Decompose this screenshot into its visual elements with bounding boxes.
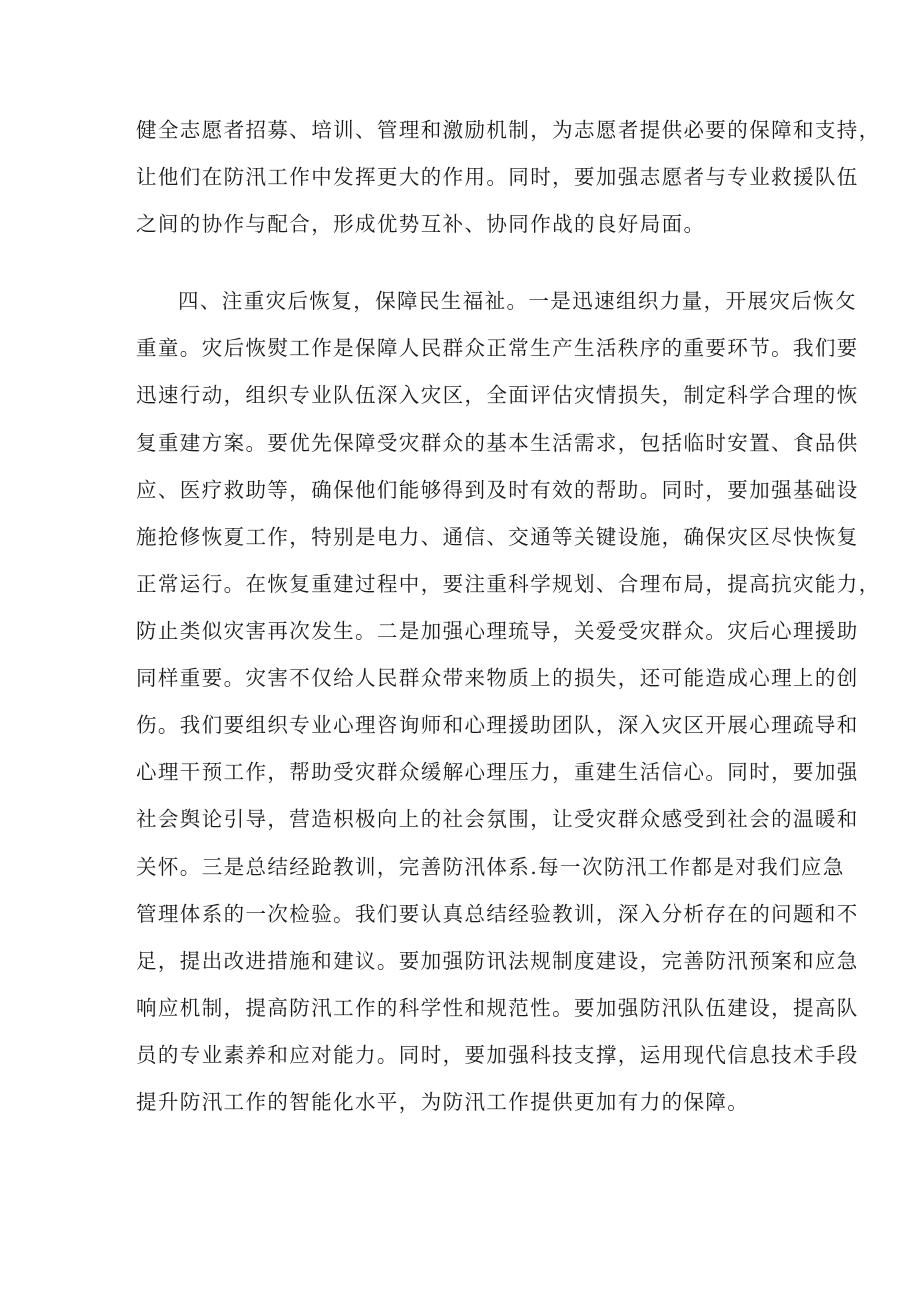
paragraph-2-line-6: 施抢修恢夏工作，特别是电力、通信、交通等关键设施，确保灾区尽快恢复: [136, 525, 859, 549]
paragraph-2-line-14: 管理体系的一次检验。我们要认真总结经验教训，深入分析存在的问题和不: [136, 902, 859, 926]
paragraph-2-line-2: 重童。灾后恢熨工作是保障人民群众正常生产生活秩序的重要环节。我们要: [136, 336, 859, 360]
paragraph-2-line-17: 员的专业素养和应对能力。同时，要加强科技支撑，运用现代信息技术手段: [136, 1043, 859, 1067]
paragraph-2-line-18: 提升防汛工作的智能化水平，为防汛工作提供更加有力的保障。: [136, 1090, 750, 1114]
paragraph-2-line-13: 关怀。三是总结经跄教训，完善防汛体系.每一次防汛工作都是对我们应急: [136, 855, 845, 879]
paragraph-2-line-8: 防止类似灾害再次发生。二是加强心理琉导，关爱受灾群众。灾后心理援助: [136, 619, 859, 643]
paragraph-1-line-1: 健全志愿者招募、培训、管理和激励机制，为志愿者提供必要的保障和支持，: [136, 118, 881, 142]
paragraph-2-line-5: 应、医疗救助等，确保他们能够得到及时有效的帮助。同时，要加强基础设: [136, 478, 859, 502]
paragraph-2-line-9: 同样重要。灾害不仅给人民群众带来物质上的损失，还可能造成心理上的创: [136, 666, 859, 690]
paragraph-1-line-2: 让他们在防汛工作中发挥更大的作用。同时，要加强志愿者与专业救援队伍: [136, 165, 859, 189]
paragraph-2-line-4: 复重建方案。要优先保障受灾群众的基本生活需求，包括临时安置、食品供: [136, 431, 859, 455]
paragraph-2-line-12: 社会舆论引导，营造枳极向上的社会氛围，让受灾群众感受到社会的温暖和: [136, 807, 859, 831]
paragraph-2-line-11: 心理干预工作，帮助受灾群众缓解心理压力，重建生活信心。同时，要加强: [136, 760, 859, 784]
paragraph-2-line-15: 足，提出改进措施和建议。要加强防讯法规制度建设，完善防汛预案和应急: [136, 949, 859, 973]
paragraph-2-line-10: 伤。我们要组织专业心理咨询师和心理援助团队，深入灾区开展心理疏导和: [136, 713, 859, 737]
paragraph-1-line-3: 之间的协作与配合，形成优势互补、协同作战的良好局面。: [136, 212, 706, 236]
paragraph-2-line-1: 四、注重灾后恢复，保障民生福祉。一是迅速组织力量，开展灾后恢攵: [178, 289, 857, 313]
paragraph-2-line-16: 响应机制，提高防汛工作的科学性和规范性。要加强防汛队伍建设，提高队: [136, 996, 859, 1020]
paragraph-2-line-3: 迅速行动，组织专业队伍深入灾区，全面评估灾情损失，制定科学合理的恢: [136, 383, 859, 407]
paragraph-2-line-7: 正常运行。在恢复重建过程中，要注重科学规划、合理布局，提高抗灾能力，: [136, 572, 881, 596]
